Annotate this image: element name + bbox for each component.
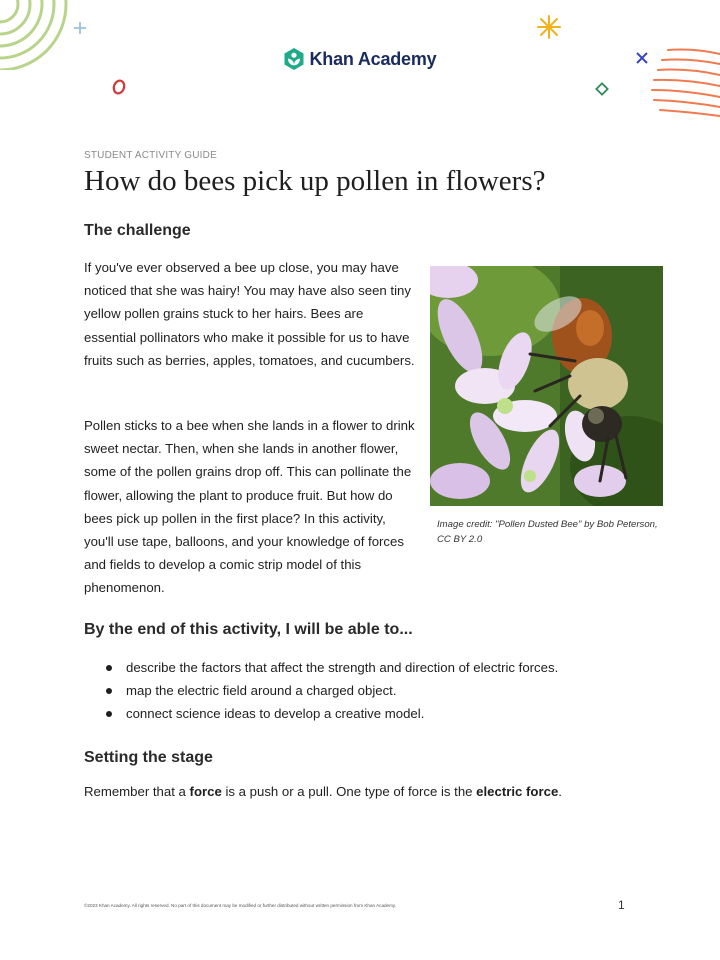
stage-text-part: . [558,784,562,799]
objective-text: connect science ideas to develop a creative model. [126,706,425,721]
khan-academy-icon [284,48,304,70]
red-ring-decoration [110,78,128,96]
bullet-icon [106,665,112,671]
khan-academy-logo [0,48,720,70]
plus-decoration [72,20,88,36]
electric-force-term: electric force [476,784,559,799]
bullet-icon [106,711,112,717]
list-item [106,656,558,679]
diamond-decoration [595,82,609,96]
brand-name: Khan Academy [309,48,437,69]
page-number: 1 [618,898,625,912]
stage-text [84,784,562,799]
bee-photo [430,266,663,506]
stage-text-part: Remember that a [84,784,190,799]
copyright-notice: ©2023 Khan Academy. All rights reserved. No part of this document may be modified or further distributed without written permission from Khan Academy. [84,903,397,908]
objective-text: describe the factors that affect the strength and direction of electric forces. [126,660,559,675]
challenge-paragraph-2: Pollen sticks to a bee when she lands in a flower to drink sweet nectar. Then, when she lands in another flower, some of the pollen grains drop off. This can pollinate the flower, allowing the plant to produce fruit. But how do bees pick up pollen in the first place? In this activity, you'll use tape, balloons, and your knowledge of forces and fields to develop a comic strip model of this phenomenon. [84,418,415,596]
objectives-list [106,656,558,725]
image-caption: Image credit: "Pollen Dusted Bee" by Bob Peterson, CC BY 2.0 [437,519,658,545]
stage-heading: Setting the stage [84,749,213,766]
challenge-heading: The challenge [84,222,191,239]
page-title: How do bees pick up pollen in flowers? [84,165,546,197]
force-term: force [189,784,222,799]
challenge-paragraph-1: If you've ever observed a bee up close, you may have noticed that she was hairy! You may have also seen tiny yellow pollen grains stuck to her hairs. Bees are essential pollinators who make it possible for us to have fruits such as berries, apples, tomatoes, and cucumbers. [84,260,415,368]
list-item [106,702,558,725]
objectives-heading: By the end of this activity, I will be able to... [84,621,413,638]
stage-text-part: is a push or a pull. One type of force is the [221,784,477,799]
bullet-icon [106,688,112,694]
star-decoration [536,14,562,40]
list-item [106,679,558,702]
document-type-label: STUDENT ACTIVITY GUIDE [84,150,217,161]
objective-text: map the electric field around a charged object. [126,683,397,698]
